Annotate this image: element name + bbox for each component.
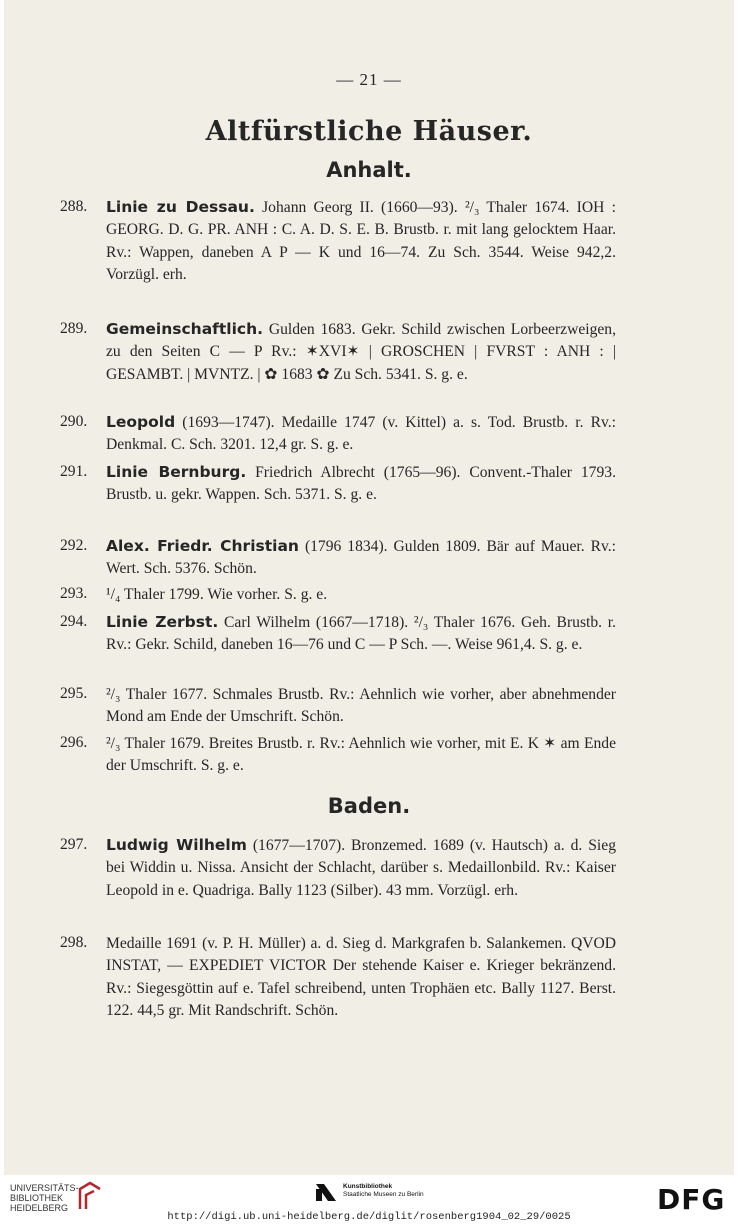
- entry-text: Friedrich Albrecht (1765—96). Convent.-Thaler 1793. Brustb. u. gekr. Wappen. Sch. 5371. S. g. e.: [106, 464, 616, 504]
- entry-number: 291.: [60, 463, 88, 480]
- page-title: Altfürstliche Häuser.: [205, 116, 533, 147]
- entry-number: 298.: [60, 934, 88, 951]
- footer-bar: [0, 1175, 738, 1226]
- entry-number: 289.: [60, 320, 88, 337]
- entry-text: (1677—1707). Bronzemed. 1689 (v. Hautsch) a. d. Sieg bei Widdin u. Nissa. Ansicht der Schlacht, darüber s. Medaillonbild. Rv.: Kaiser Leopold in e. Quadriga. Bally 1123 (Silber). 43 mm. Vorzügl. erh.: [106, 837, 616, 899]
- entry-heading: Linie zu Dessau.: [106, 198, 255, 216]
- entry-text: Medaille 1691 (v. P. H. Müller) a. d. Sieg d. Markgrafen b. Salankemen. QVOD INSTAT, — EXPEDIET VICTOR Der stehende Kaiser e. Krieger bekränzend. Rv.: Siegesgöttin auf e. Tafel schreibend, unten Trophäen etc. Bally 1127. Berst. 122. 44,5 gr. Mit Randschrift. Schön.: [106, 935, 616, 1020]
- catalog-entry: [60, 834, 616, 902]
- entry-number: 290.: [60, 413, 88, 430]
- entry-heading: Alex. Friedr. Christian: [106, 537, 299, 555]
- entry-heading: Gemeinschaftlich.: [106, 320, 264, 338]
- dfg-logo: DFG: [657, 1183, 726, 1216]
- entry-text: ¹/₄ Thaler 1799. Wie vorher. S. g. e.: [106, 586, 328, 603]
- kb-line-2: Staatliche Museen zu Berlin: [343, 1191, 424, 1198]
- catalog-entry: [60, 732, 616, 778]
- entry-number: 295.: [60, 685, 88, 702]
- entry-text: Johann Georg II. (1660—93). ²/₃ Thaler 1674. IOH : GEORG. D. G. PR. ANH : C. A. D. S. E. B. Brustb. r. mit lang gelocktem Haar. Rv.: Wappen, daneben A P — K und 16—74. Zu Sch. 3544. Weise 942,2. Vorzügl. erh.: [106, 199, 616, 284]
- section-heading-baden: Baden.: [327, 794, 411, 818]
- catalog-entry: [60, 535, 616, 581]
- entry-text: Gulden 1683. Gekr. Schild zwischen Lorbeerzweigen, zu den Seiten C — P Rv.: ✶XVI✶ | GROSCHEN | FVRST : ANH : | GESAMBT. | MVNTZ. | ✿ 1683 ✿ Zu Sch. 5341. S. g. e.: [106, 321, 616, 383]
- ub-line-2: BIBLIOTHEK: [10, 1193, 64, 1203]
- university-library-label: [10, 1183, 79, 1213]
- entry-number: 292.: [60, 537, 88, 554]
- section-heading-anhalt: Anhalt.: [326, 158, 412, 182]
- entry-number: 294.: [60, 613, 88, 630]
- entry-heading: Linie Bernburg.: [106, 463, 247, 481]
- entry-text: Carl Wilhelm (1667—1718). ²/₃ Thaler 1676. Geh. Brustb. r. Rv.: Gekr. Schild, daneben 16—76 und C — P Sch. —. Weise 961,4. S. g. e.: [106, 614, 616, 654]
- page-number: — 21 —: [336, 70, 402, 89]
- ub-line-1: UNIVERSITÄTS-: [10, 1183, 79, 1193]
- catalog-entry: [60, 411, 616, 457]
- entry-heading: Ludwig Wilhelm: [106, 836, 247, 854]
- entry-text: (1796 1834). Gulden 1809. Bär auf Mauer. Rv.: Wert. Sch. 5376. Schön.: [106, 538, 616, 578]
- catalog-entry: [60, 683, 616, 729]
- catalog-entry: [60, 932, 616, 1023]
- catalog-entry: [60, 611, 616, 657]
- entry-number: 288.: [60, 198, 88, 215]
- catalog-entry: [60, 461, 616, 507]
- entry-number: 293.: [60, 585, 88, 602]
- entry-text: (1693—1747). Medaille 1747 (v. Kittel) a. s. Tod. Brustb. r. Rv.: Denkmal. C. Sch. 3201. 12,4 gr. S. g. e.: [106, 414, 616, 454]
- catalog-entry: [60, 196, 616, 287]
- ub-line-3: HEIDELBERG: [10, 1203, 69, 1213]
- entry-heading: Linie Zerbst.: [106, 613, 219, 631]
- kb-line-1: Kunstbibliothek: [343, 1183, 393, 1190]
- kunstbibliothek-logo-icon: [314, 1181, 338, 1203]
- source-url[interactable]: http://digi.ub.uni-heidelberg.de/diglit/rosenberg1904_02_29/0025: [167, 1211, 571, 1223]
- entry-number: 296.: [60, 734, 88, 751]
- entry-text: ²/₃ Thaler 1677. Schmales Brustb. Rv.: Aehnlich wie vorher, aber abnehmender Mond am Ende der Umschrift. Schön.: [106, 686, 616, 726]
- catalog-entry: [60, 318, 616, 386]
- entry-heading: Leopold: [106, 413, 176, 431]
- ub-logo-icon: [76, 1179, 102, 1213]
- entry-number: 297.: [60, 836, 88, 853]
- kunstbibliothek-label: [343, 1183, 424, 1199]
- entry-text: ²/₃ Thaler 1679. Breites Brustb. r. Rv.: Aehnlich wie vorher, mit E. K ✶ am Ende der Umschrift. S. g. e.: [106, 735, 616, 775]
- catalog-entry: [60, 583, 616, 606]
